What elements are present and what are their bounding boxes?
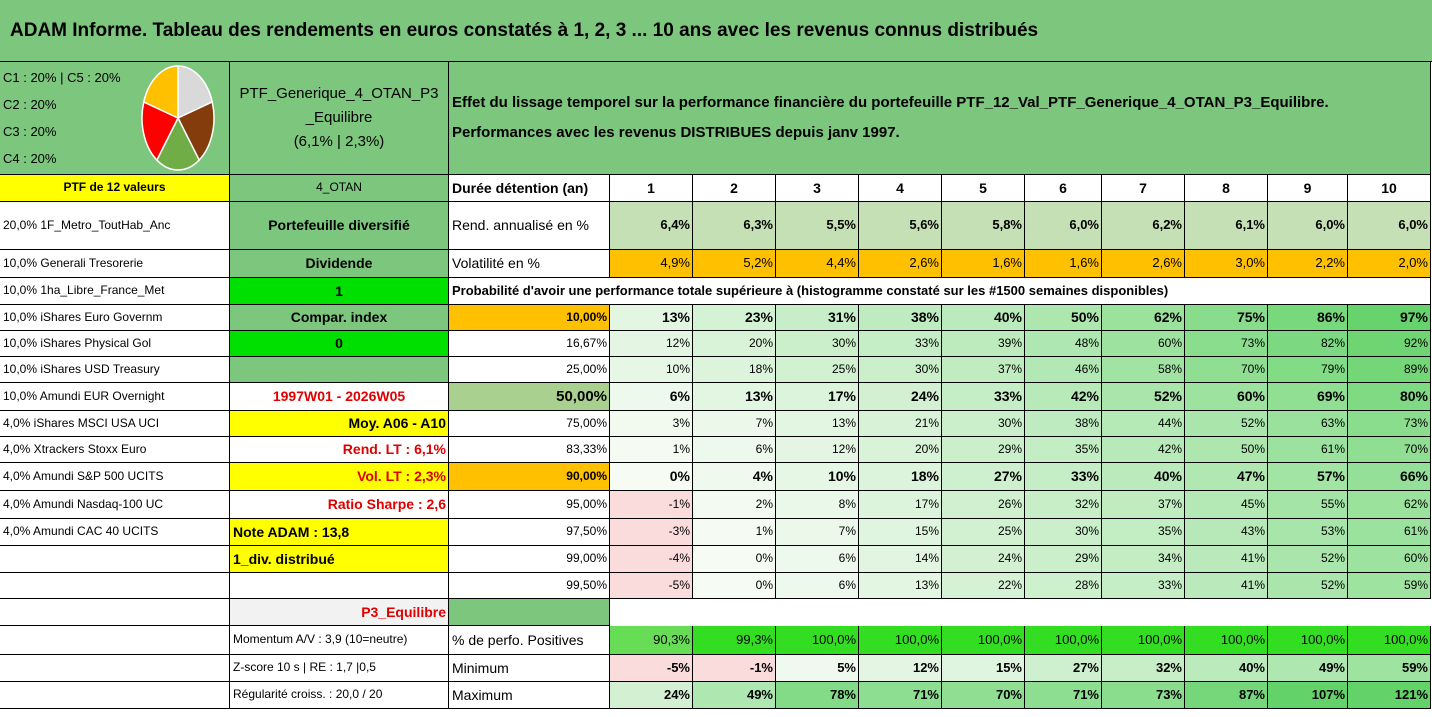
maximum-value: 107% (1268, 682, 1348, 709)
proba-value: 30% (1025, 519, 1102, 546)
proba-value: 41% (1185, 573, 1268, 599)
vol-lt-label: Vol. LT : 2,3% (230, 463, 449, 491)
proba-value: 7% (693, 411, 776, 437)
proba-value: 79% (1268, 357, 1348, 383)
proba-value: 37% (942, 357, 1025, 383)
header-bar (0, 0, 1432, 62)
maximum-value: 78% (776, 682, 859, 709)
proba-value: 20% (859, 437, 942, 463)
maximum-value: 121% (1348, 682, 1431, 709)
proba-value: 35% (1102, 519, 1185, 546)
proba-value: 33% (942, 383, 1025, 411)
proba-value: 58% (1102, 357, 1185, 383)
rend-value: 6,0% (1025, 202, 1102, 250)
minimum-value: 5% (776, 655, 859, 682)
portfolio-name-2: _Equilibre (305, 109, 373, 126)
empty-cell (0, 626, 230, 655)
period-label: 1997W01 - 2026W05 (230, 383, 449, 411)
threshold-value: 10,00% (449, 305, 610, 331)
p3-label: P3_Equilibre (230, 599, 449, 626)
proba-value: 6% (776, 546, 859, 573)
proba-value: 86% (1268, 305, 1348, 331)
minimum-value: 12% (859, 655, 942, 682)
empty-side (230, 357, 449, 383)
vol-value: 4,9% (610, 250, 693, 278)
proba-value: 22% (942, 573, 1025, 599)
proba-value: 33% (1102, 573, 1185, 599)
vol-value: 2,2% (1268, 250, 1348, 278)
proba-value: 38% (1025, 411, 1102, 437)
note-adam-label: Note ADAM : 13,8 (230, 519, 449, 546)
proba-value: 31% (776, 305, 859, 331)
threshold-value: 90,00% (449, 463, 610, 491)
threshold-value: 99,00% (449, 546, 610, 573)
proba-value: 18% (859, 463, 942, 491)
portfolio-perf: (6,1% | 2,3%) (293, 133, 385, 150)
threshold-value: 95,00% (449, 491, 610, 519)
positives-label: % de perfo. Positives (449, 626, 610, 655)
proba-value: -5% (610, 573, 693, 599)
vol-value: 3,0% (1185, 250, 1268, 278)
proba-value: 7% (776, 519, 859, 546)
rend-label: Rend. annualisé en % (449, 202, 610, 250)
rend-value: 6,3% (693, 202, 776, 250)
proba-value: 26% (942, 491, 1025, 519)
proba-value: 62% (1348, 491, 1431, 519)
proba-value: 10% (776, 463, 859, 491)
proba-value: 15% (859, 519, 942, 546)
duree-label: Durée détention (an) (449, 175, 610, 202)
proba-value: 45% (1185, 491, 1268, 519)
proba-value: 52% (1268, 573, 1348, 599)
proba-value: 6% (610, 383, 693, 411)
proba-value: 52% (1268, 546, 1348, 573)
otan-label: 4_OTAN (230, 175, 449, 202)
vol-value: 2,0% (1348, 250, 1431, 278)
minimum-value: 40% (1185, 655, 1268, 682)
rend-value: 5,6% (859, 202, 942, 250)
rend-value: 6,4% (610, 202, 693, 250)
proba-value: 48% (1025, 331, 1102, 357)
proba-value: 24% (859, 383, 942, 411)
proba-value: 42% (1102, 437, 1185, 463)
proba-value: 17% (776, 383, 859, 411)
holding-row: 10,0% iShares Physical Gol (0, 331, 230, 357)
proba-value: 37% (1102, 491, 1185, 519)
empty-cell (449, 599, 610, 626)
proba-value: -3% (610, 519, 693, 546)
year-header: 2 (693, 175, 776, 202)
maximum-value: 71% (1025, 682, 1102, 709)
proba-value: 10% (610, 357, 693, 383)
proba-value: 32% (1025, 491, 1102, 519)
proba-value: 29% (942, 437, 1025, 463)
rend-value: 5,5% (776, 202, 859, 250)
year-header: 7 (1102, 175, 1185, 202)
rend-value: 6,0% (1348, 202, 1431, 250)
proba-value: 73% (1185, 331, 1268, 357)
proba-value: 73% (1348, 411, 1431, 437)
dividende-label: Dividende (230, 250, 449, 278)
proba-value: 92% (1348, 331, 1431, 357)
proba-value: 44% (1102, 411, 1185, 437)
ptf-count-label: PTF de 12 valeurs (0, 175, 230, 202)
maximum-value: 87% (1185, 682, 1268, 709)
alloc-c4: C4 : 20% (3, 151, 57, 166)
empty-cell (0, 573, 230, 599)
diversifie-label: Portefeuille diversifié (230, 202, 449, 250)
positive-value: 90,3% (610, 626, 693, 655)
proba-value: 25% (776, 357, 859, 383)
maximum-value: 70% (942, 682, 1025, 709)
proba-value: 75% (1185, 305, 1268, 331)
zscore-label: Z-score 10 s | RE : 1,7 |0,5 (230, 655, 449, 682)
proba-value: 21% (859, 411, 942, 437)
proba-value: 14% (859, 546, 942, 573)
holding-row: 4,0% Amundi Nasdaq-100 UC (0, 491, 230, 519)
proba-value: 6% (776, 573, 859, 599)
compar-index-label: Compar. index (230, 305, 449, 331)
proba-value: 53% (1268, 519, 1348, 546)
portfolio-name-1: PTF_Generique_4_OTAN_P3 (239, 85, 439, 102)
positive-value: 100,0% (859, 626, 942, 655)
div-distribue-label: 1_div. distribué (230, 546, 449, 573)
year-header: 1 (610, 175, 693, 202)
proba-value: 70% (1185, 357, 1268, 383)
empty-cell (0, 546, 230, 573)
proba-value: 69% (1268, 383, 1348, 411)
empty-cell (0, 655, 230, 682)
regularite-label: Régularité croiss. : 20,0 / 20 (230, 682, 449, 709)
holding-row: 4,0% Amundi CAC 40 UCITS (0, 519, 230, 546)
proba-value: 27% (942, 463, 1025, 491)
proba-value: 1% (610, 437, 693, 463)
minimum-value: 32% (1102, 655, 1185, 682)
maximum-value: 71% (859, 682, 942, 709)
proba-value: 3% (610, 411, 693, 437)
vol-value: 2,6% (859, 250, 942, 278)
holding-row: 10,0% Amundi EUR Overnight (0, 383, 230, 411)
alloc-c3: C3 : 20% (3, 124, 57, 139)
proba-value: 13% (859, 573, 942, 599)
index-zero: 0 (230, 331, 449, 357)
empty-side (230, 573, 449, 599)
positive-value: 100,0% (1185, 626, 1268, 655)
proba-value: 41% (1185, 546, 1268, 573)
proba-value: 63% (1268, 411, 1348, 437)
proba-value: 30% (776, 331, 859, 357)
year-header: 9 (1268, 175, 1348, 202)
proba-value: 40% (1102, 463, 1185, 491)
proba-value: 57% (1268, 463, 1348, 491)
proba-value: 17% (859, 491, 942, 519)
positive-value: 100,0% (1102, 626, 1185, 655)
proba-value: 23% (693, 305, 776, 331)
positive-value: 100,0% (1268, 626, 1348, 655)
proba-value: 0% (693, 573, 776, 599)
proba-value: 52% (1102, 383, 1185, 411)
holding-row: 10,0% 1ha_Libre_France_Met (0, 278, 230, 305)
report-title: ADAM Informe. Tableau des rendements en euros constatés à 1, 2, 3 ... 10 ans avec les revenus connus distribués (10, 19, 1039, 41)
threshold-value: 75,00% (449, 411, 610, 437)
proba-value: 24% (942, 546, 1025, 573)
holding-row: 4,0% iShares MSCI USA UCI (0, 411, 230, 437)
proba-value: 60% (1102, 331, 1185, 357)
proba-value: 70% (1348, 437, 1431, 463)
proba-value: 52% (1185, 411, 1268, 437)
proba-value: 82% (1268, 331, 1348, 357)
proba-value: 66% (1348, 463, 1431, 491)
minimum-value: 59% (1348, 655, 1431, 682)
rend-value: 6,2% (1102, 202, 1185, 250)
proba-value: 18% (693, 357, 776, 383)
sharpe-label: Ratio Sharpe : 2,6 (230, 491, 449, 519)
proba-value: 1% (693, 519, 776, 546)
proba-value: 30% (942, 411, 1025, 437)
proba-title: Probabilité d'avoir une performance totale supérieure à (histogramme constaté sur les #1500 semaines disponibles) (449, 278, 1431, 305)
year-header: 4 (859, 175, 942, 202)
proba-value: 12% (776, 437, 859, 463)
empty-cell (0, 599, 230, 626)
proba-value: 62% (1102, 305, 1185, 331)
holding-row: 4,0% Amundi S&P 500 UCITS (0, 463, 230, 491)
portfolio-name-cell (230, 62, 449, 175)
proba-value: 33% (1025, 463, 1102, 491)
proba-value: 61% (1268, 437, 1348, 463)
year-header: 5 (942, 175, 1025, 202)
effet-line-2: Performances avec les revenus DISTRIBUES depuis janv 1997. (452, 124, 900, 141)
vol-value: 1,6% (1025, 250, 1102, 278)
proba-value: 20% (693, 331, 776, 357)
positive-value: 100,0% (776, 626, 859, 655)
holding-row: 4,0% Xtrackers Stoxx Euro (0, 437, 230, 463)
proba-value: -1% (610, 491, 693, 519)
year-header: 10 (1348, 175, 1431, 202)
proba-value: 34% (1102, 546, 1185, 573)
proba-value: 97% (1348, 305, 1431, 331)
proba-value: 50% (1185, 437, 1268, 463)
proba-value: 38% (859, 305, 942, 331)
holding-row: 20,0% 1F_Metro_ToutHab_Anc (0, 202, 230, 250)
holding-row: 10,0% iShares Euro Governm (0, 305, 230, 331)
alloc-c2: C2 : 20% (3, 97, 57, 112)
index-one: 1 (230, 278, 449, 305)
minimum-value: 15% (942, 655, 1025, 682)
threshold-value: 99,50% (449, 573, 610, 599)
empty-cell (0, 682, 230, 709)
threshold-value: 16,67% (449, 331, 610, 357)
minimum-value: -5% (610, 655, 693, 682)
minimum-label: Minimum (449, 655, 610, 682)
proba-value: 30% (859, 357, 942, 383)
year-header: 8 (1185, 175, 1268, 202)
holding-row: 10,0% iShares USD Treasury (0, 357, 230, 383)
maximum-label: Maximum (449, 682, 610, 709)
rend-value: 6,1% (1185, 202, 1268, 250)
proba-value: 46% (1025, 357, 1102, 383)
vol-value: 1,6% (942, 250, 1025, 278)
proba-value: 60% (1185, 383, 1268, 411)
proba-value: 47% (1185, 463, 1268, 491)
proba-value: 12% (610, 331, 693, 357)
minimum-value: 27% (1025, 655, 1102, 682)
effet-line-1: Effet du lissage temporel sur la performance financière du portefeuille PTF_12_Val_PTF_Generique_4_OTAN_P3_Equilibre. (452, 94, 1329, 111)
proba-value: 43% (1185, 519, 1268, 546)
holding-row: 10,0% Generali Tresorerie (0, 250, 230, 278)
threshold-value: 25,00% (449, 357, 610, 383)
proba-value: 42% (1025, 383, 1102, 411)
proba-value: 33% (859, 331, 942, 357)
maximum-value: 73% (1102, 682, 1185, 709)
positive-value: 100,0% (942, 626, 1025, 655)
vol-value: 4,4% (776, 250, 859, 278)
maximum-value: 49% (693, 682, 776, 709)
proba-value: 89% (1348, 357, 1431, 383)
alloc-c1c5: C1 : 20% | C5 : 20% (3, 70, 121, 85)
year-header: 3 (776, 175, 859, 202)
vol-label: Volatilité en % (449, 250, 610, 278)
proba-value: 60% (1348, 546, 1431, 573)
proba-value: 35% (1025, 437, 1102, 463)
proba-value: 25% (942, 519, 1025, 546)
proba-value: 59% (1348, 573, 1431, 599)
proba-value: 40% (942, 305, 1025, 331)
proba-value: 0% (693, 546, 776, 573)
positive-value: 99,3% (693, 626, 776, 655)
proba-value: 13% (610, 305, 693, 331)
proba-value: 4% (693, 463, 776, 491)
proba-value: 50% (1025, 305, 1102, 331)
allocation-pie-chart (140, 64, 216, 172)
effet-description (449, 62, 1431, 175)
proba-value: 13% (776, 411, 859, 437)
proba-value: 13% (693, 383, 776, 411)
proba-value: 61% (1348, 519, 1431, 546)
proba-value: 80% (1348, 383, 1431, 411)
proba-value: 28% (1025, 573, 1102, 599)
proba-value: -4% (610, 546, 693, 573)
proba-value: 8% (776, 491, 859, 519)
rend-value: 6,0% (1268, 202, 1348, 250)
rend-lt-label: Rend. LT : 6,1% (230, 437, 449, 463)
proba-value: 29% (1025, 546, 1102, 573)
rend-value: 5,8% (942, 202, 1025, 250)
momentum-label: Momentum A/V : 3,9 (10=neutre) (230, 626, 449, 655)
proba-value: 55% (1268, 491, 1348, 519)
proba-value: 2% (693, 491, 776, 519)
moy-label: Moy. A06 - A10 (230, 411, 449, 437)
proba-value: 6% (693, 437, 776, 463)
threshold-value: 97,50% (449, 519, 610, 546)
positive-value: 100,0% (1025, 626, 1102, 655)
year-header: 6 (1025, 175, 1102, 202)
proba-value: 39% (942, 331, 1025, 357)
threshold-value: 50,00% (449, 383, 610, 411)
positive-value: 100,0% (1348, 626, 1431, 655)
vol-value: 5,2% (693, 250, 776, 278)
minimum-value: 49% (1268, 655, 1348, 682)
proba-value: 0% (610, 463, 693, 491)
maximum-value: 24% (610, 682, 693, 709)
minimum-value: -1% (693, 655, 776, 682)
threshold-value: 83,33% (449, 437, 610, 463)
vol-value: 2,6% (1102, 250, 1185, 278)
